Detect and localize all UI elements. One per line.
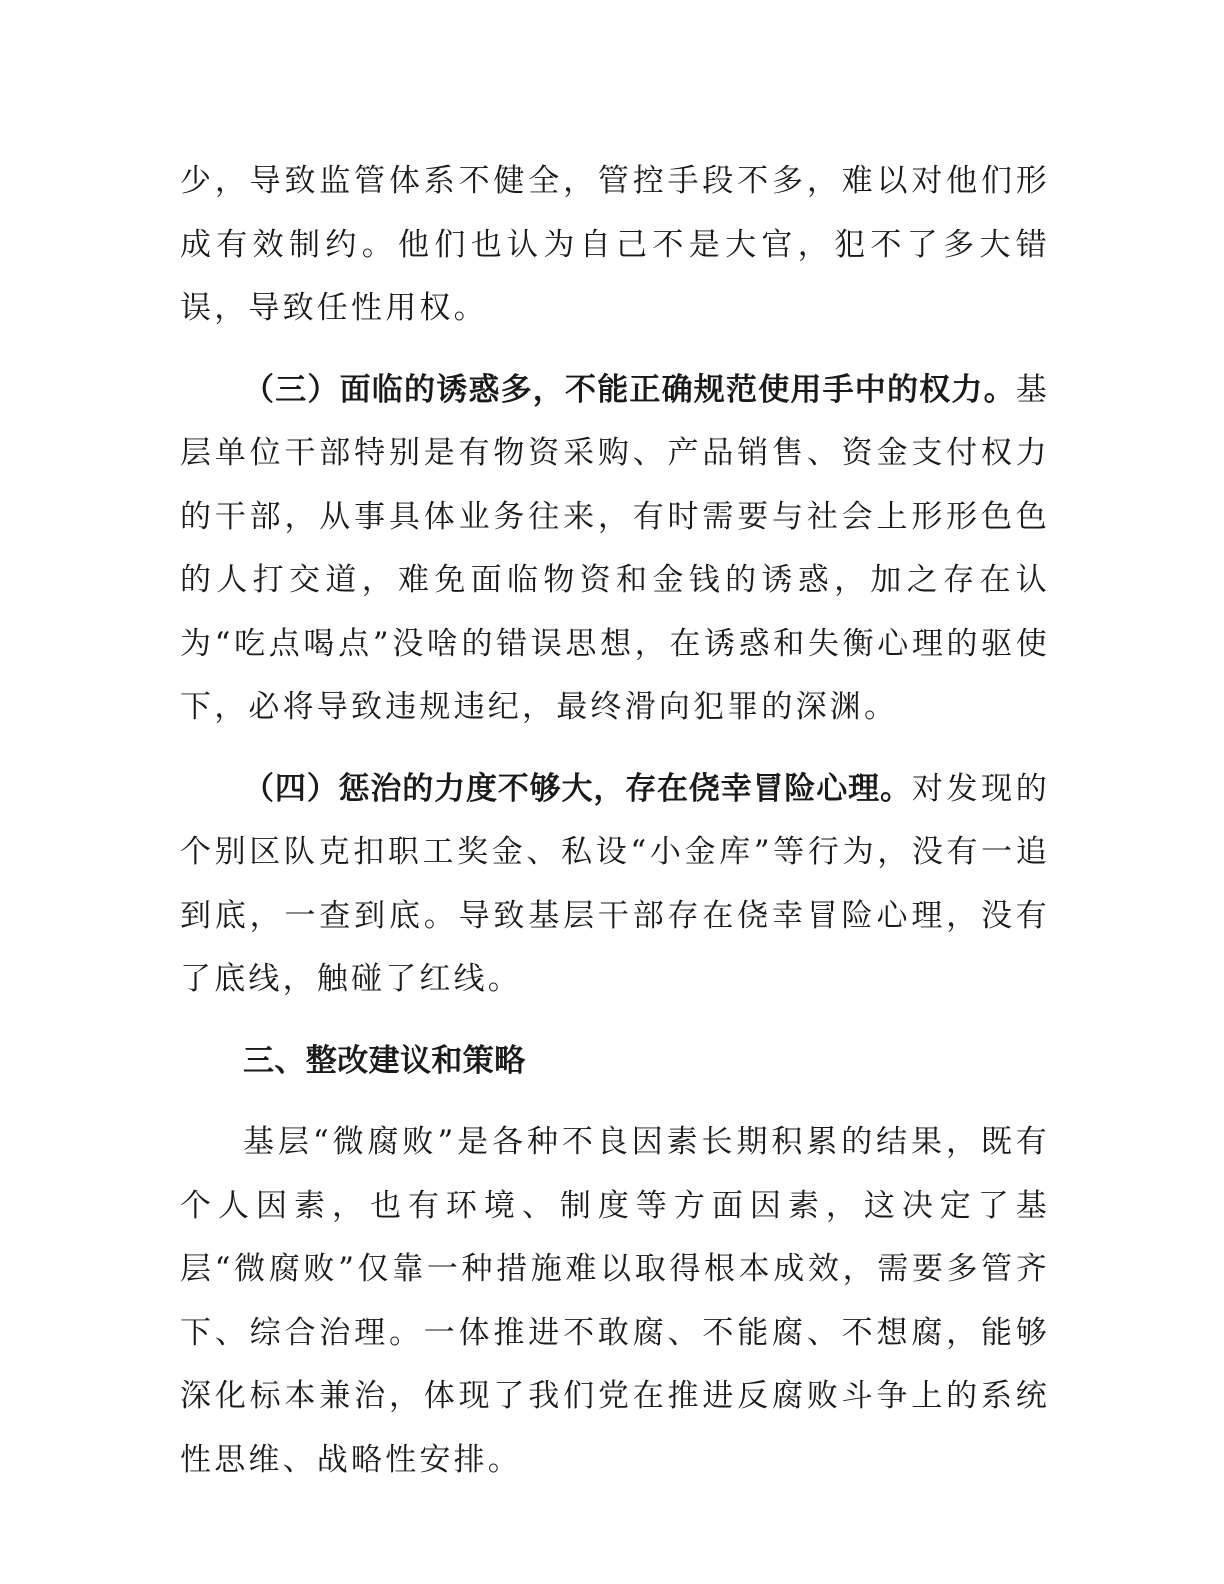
paragraph-recommendations <box>180 1111 1050 1492</box>
paragraph-text: 对发现的个别区队克扣职工奖金、私设“小金库”等行为，没有一追到底，一查到底。导致基层干部存在侥幸冒险心理，没有了底线，触碰了红线。 <box>180 770 1050 997</box>
paragraph-lead-heading: （三）面临的诱惑多，不能正确规范使用手中的权力。 <box>243 371 1016 408</box>
section-heading: 三、整改建议和策略 <box>243 1042 526 1079</box>
paragraph-lead-heading: （四）惩治的力度不够大，存在侥幸冒险心理。 <box>243 770 912 807</box>
document-page <box>180 150 1050 1492</box>
paragraph-text: 基层单位干部特别是有物资采购、产品销售、资金支付权力的干部，从事具体业务往来，有时需要与社会上形形色色的人打交道，难免面临物资和金钱的诱惑，加之存在认为“吃点喝点”没啥的错误思想，在诱惑和失衡心理的驱使下，必将导致违规违纪，最终滑向犯罪的深渊。 <box>180 371 1050 725</box>
paragraph-temptation <box>180 359 1050 740</box>
paragraph-text: 基层“微腐败”是各种不良因素长期积累的结果，既有个人因素，也有环境、制度等方面因素，这决定了基层“微腐败”仅靠一种措施难以取得根本成效，需要多管齐下、综合治理。一体推进不敢腐、不能腐、不想腐，能够深化标本兼治，体现了我们党在推进反腐败斗争上的系统性思维、战略性安排。 <box>180 1124 1050 1478</box>
paragraph-text: 少，导致监管体系不健全，管控手段不多，难以对他们形成有效制约。他们也认为自己不是大官，犯不了多大错误，导致任性用权。 <box>180 163 1050 326</box>
paragraph-punishment <box>180 758 1050 1012</box>
paragraph-continuation <box>180 150 1050 341</box>
